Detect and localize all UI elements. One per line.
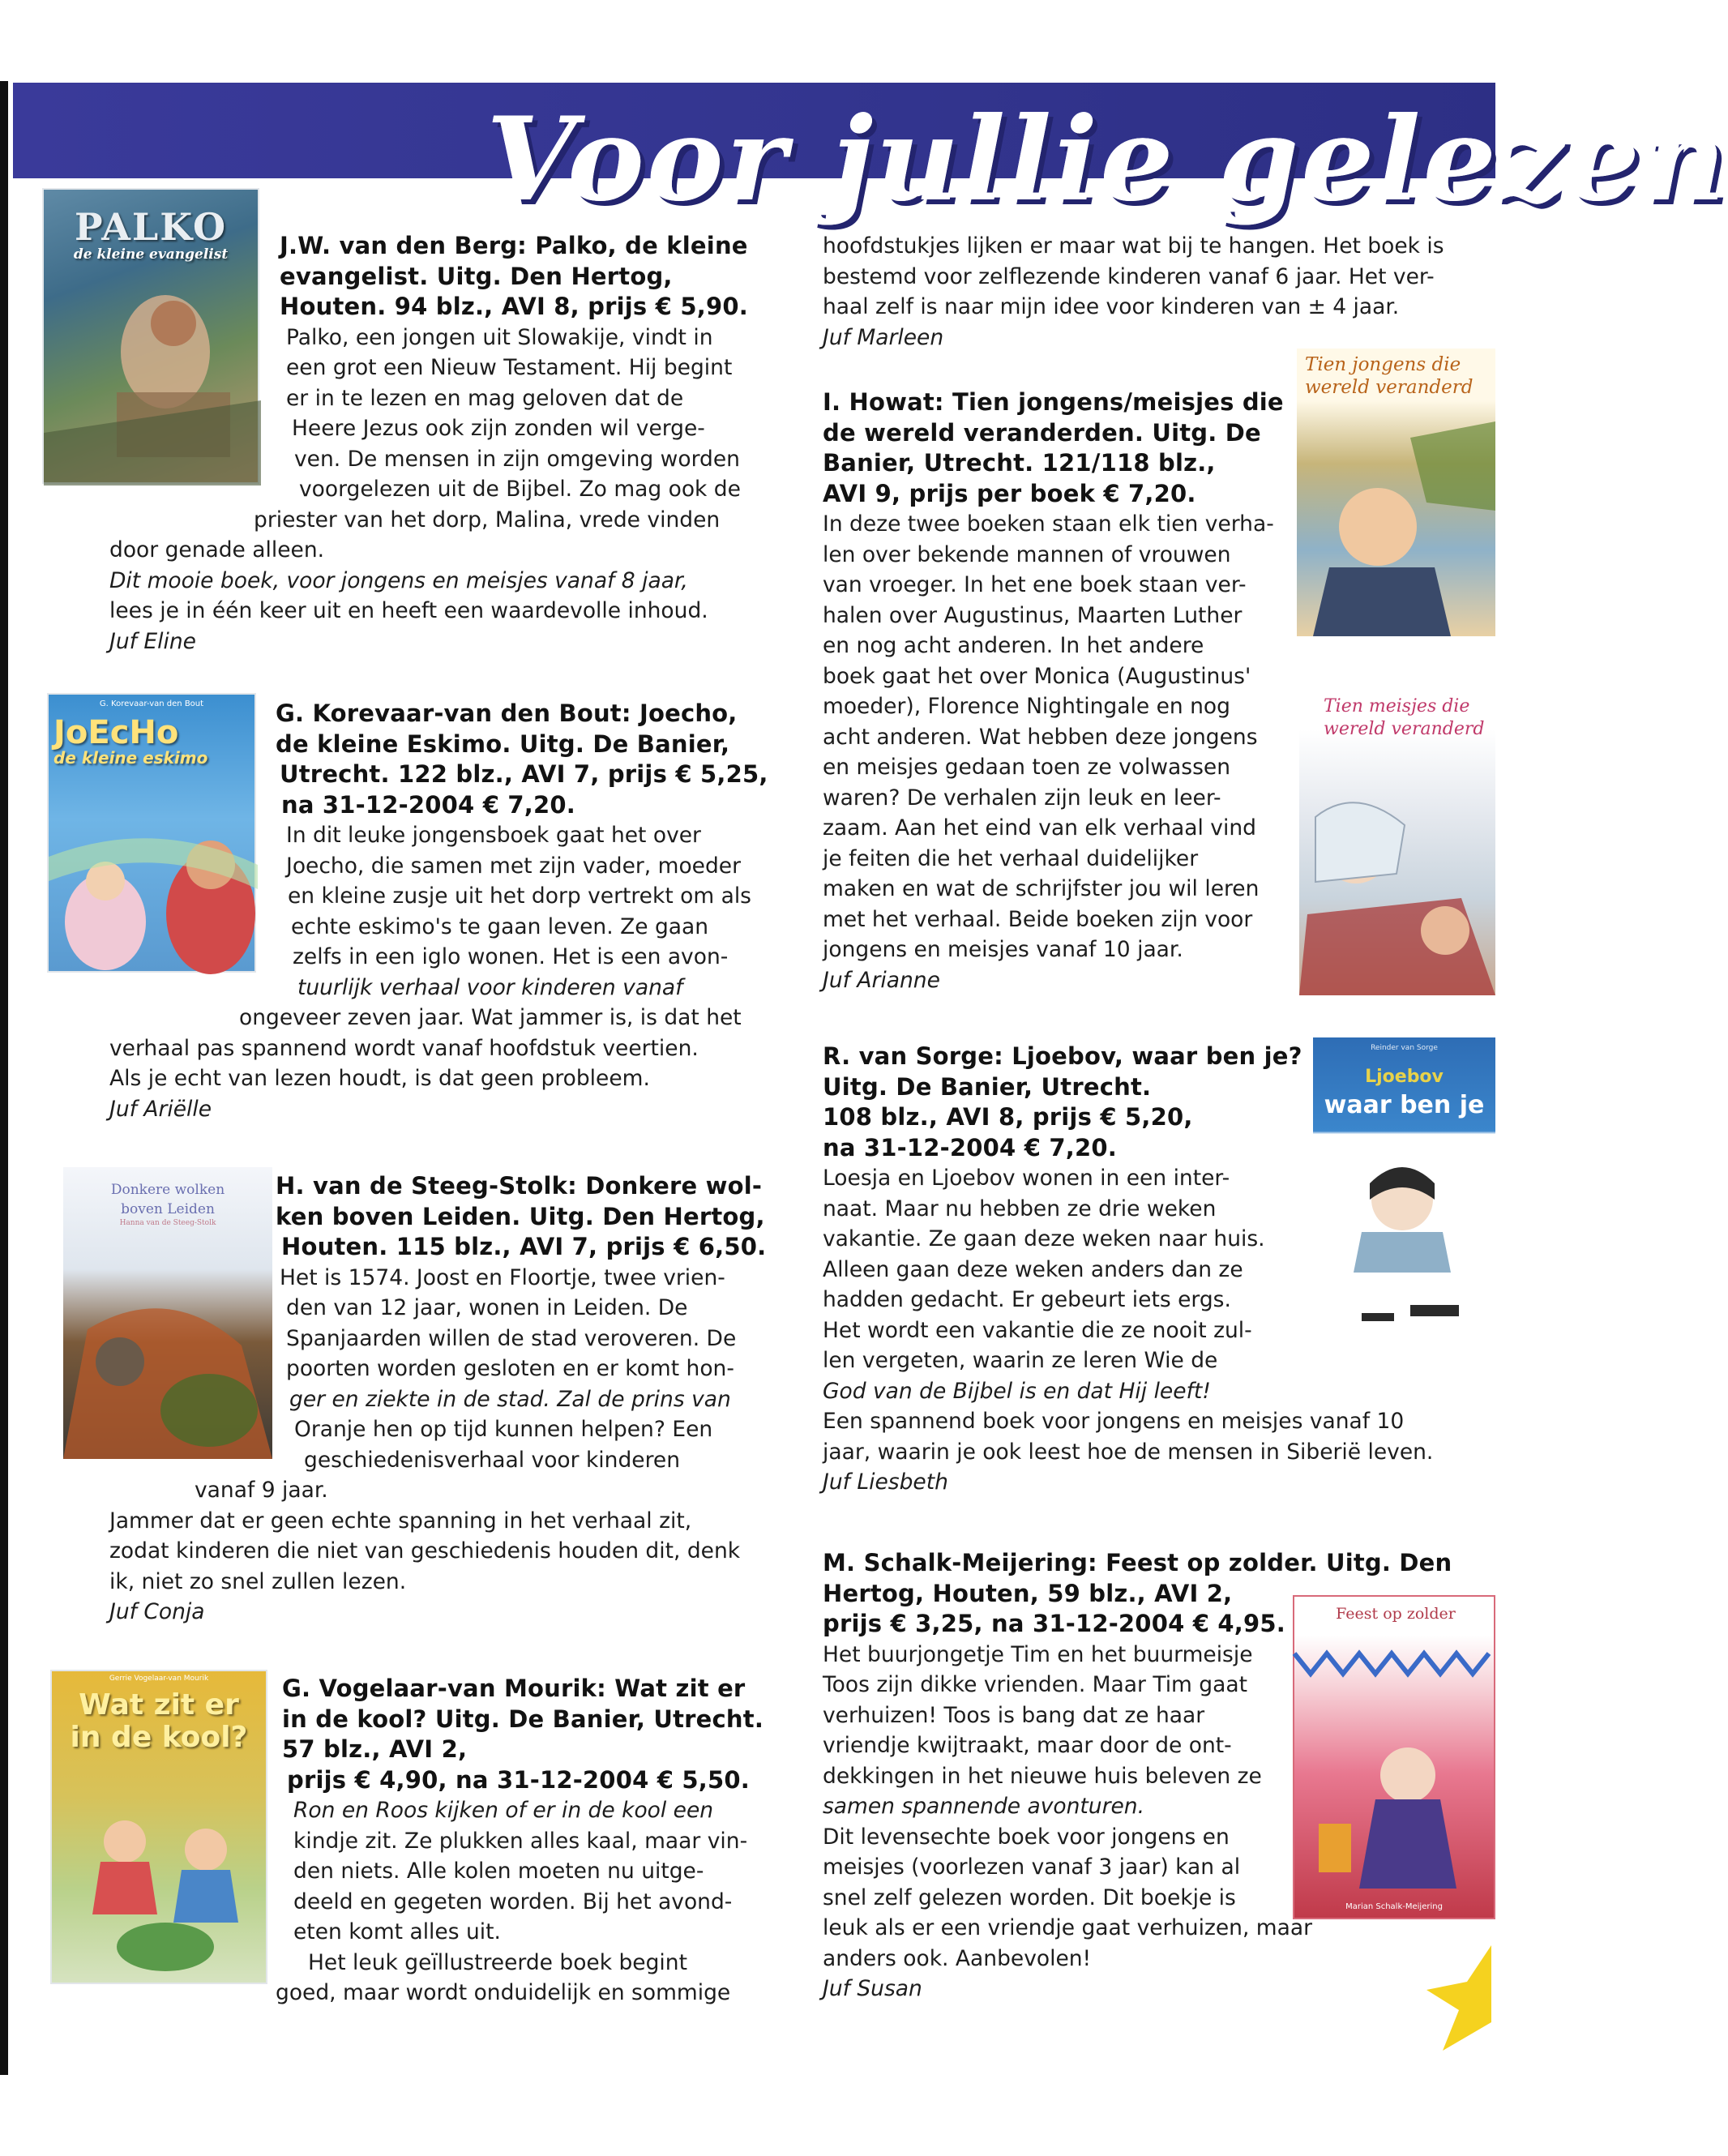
review-line: Oranje hen op tijd kunnen helpen? Een xyxy=(294,1417,713,1442)
review-line: Toos zijn dikke vrienden. Maar Tim gaat xyxy=(823,1672,1247,1697)
review-line: len over bekende mannen of vrouwen xyxy=(823,541,1231,567)
review-line: vakantie. Ze gaan deze weken naar huis. xyxy=(823,1226,1265,1251)
review-line: er in te lezen en mag geloven dat de xyxy=(286,385,684,411)
review-line: en kleine zusje uit het dorp vertrekt om als xyxy=(288,883,751,909)
review-line: meisjes (voorlezen vanaf 3 jaar) kan al xyxy=(823,1854,1241,1880)
cover-title: JoEcHo xyxy=(53,714,179,751)
review-joecho xyxy=(109,699,768,1124)
review-line: Palko, een jongen uit Slowakije, vindt in xyxy=(286,324,713,350)
review-heading: Banier, Utrecht. 121/118 blz., xyxy=(823,449,1216,477)
review-line: ik, niet zo snel zullen lezen. xyxy=(109,1568,407,1594)
cover-author: Reinder van Sorge xyxy=(1371,1044,1438,1052)
review-line: God van de Bijbel is en dat Hij leeft! xyxy=(823,1378,1211,1404)
review-line: priester van het dorp, Malina, vrede vinden xyxy=(254,507,721,533)
review-line: halen over Augustinus, Maarten Luther xyxy=(823,602,1243,628)
review-line: anders ook. Aanbevolen! xyxy=(823,1945,1092,1971)
review-line: Het is 1574. Joost en Floortje, twee vrien- xyxy=(280,1264,725,1290)
review-line: door genade alleen. xyxy=(109,537,325,563)
review-heading: prijs € 3,25, na 31-12-2004 € 4,95. xyxy=(823,1610,1285,1637)
review-line: deeld en gegeten worden. Bij het avond- xyxy=(293,1889,733,1914)
review-line: verhuizen! Toos is bang dat ze haar xyxy=(823,1702,1205,1728)
review-line: geschiedenisverhaal voor kinderen xyxy=(304,1447,680,1473)
review-line: Het leuk geïllustreerde boek begint xyxy=(308,1949,687,1975)
review-heading: in de kool? Uitg. De Banier, Utrecht. xyxy=(282,1705,764,1733)
reviewer-signature: Juf Arianne xyxy=(823,967,940,993)
review-heading: M. Schalk-Meijering: Feest op zolder. Uitg. Den xyxy=(823,1549,1452,1576)
review-line: goed, maar wordt onduidelijk en sommige xyxy=(276,1980,731,2005)
review-line: vriendje kwijtraakt, maar door de ont- xyxy=(823,1733,1232,1758)
cover-tien-jongens xyxy=(1297,349,1495,636)
review-line: je feiten die het verhaal duidelijker xyxy=(823,845,1199,871)
review-line: maken en wat de schrijfster jou wil leren xyxy=(823,876,1260,901)
review-heading: Houten. 94 blz., AVI 8, prijs € 5,90. xyxy=(280,293,748,320)
cover-title: Donkere wolken boven Leiden xyxy=(110,1182,225,1217)
review-line: Een spannend boek voor jongens en meisjes vanaf 10 xyxy=(823,1409,1405,1434)
review-heading: J.W. van den Berg: Palko, de kleine xyxy=(280,232,748,259)
reviewer-signature: Juf Eline xyxy=(109,628,196,654)
review-line: len vergeten, waarin ze leren Wie de xyxy=(823,1348,1218,1373)
cover-tien-meisjes xyxy=(1299,671,1495,995)
review-line: zelfs in een iglo wonen. Het is een avon- xyxy=(293,944,729,969)
cover-author: Hanna van de Steeg-Stolk xyxy=(119,1219,216,1227)
review-line: Dit levensechte boek voor jongens en xyxy=(823,1824,1230,1850)
cover-title: Tien jongens die wereld veranderd xyxy=(1305,354,1474,398)
review-heading: Utrecht. 122 blz., AVI 7, prijs € 5,25, xyxy=(280,760,768,788)
review-line: jaar, waarin je ook leest hoe de mensen in Siberië leven. xyxy=(823,1439,1434,1465)
cover-title: Feest op zolder xyxy=(1336,1605,1456,1623)
review-line: Ron en Roos kijken of er in de kool een xyxy=(293,1798,714,1823)
review-line: tuurlijk verhaal voor kinderen vanaf xyxy=(297,974,683,1000)
review-line: Jammer dat er geen echte spanning in het verhaal zit, xyxy=(109,1508,692,1534)
review-line: eten komt alles uit. xyxy=(293,1919,501,1944)
review-heading: G. Korevaar-van den Bout: Joecho, xyxy=(276,699,738,727)
review-heading: Uitg. De Banier, Utrecht. xyxy=(823,1072,1152,1101)
review-line: moeder), Florence Nightingale en nog xyxy=(823,694,1230,719)
cover-title: PALKO xyxy=(74,205,228,249)
review-line: van vroeger. In het ene boek staan ver- xyxy=(823,572,1247,597)
page-edge xyxy=(0,81,8,2075)
review-line: hadden gedacht. Er gebeurt iets ergs. xyxy=(823,1287,1231,1312)
review-line: Het buurjongetje Tim en het buurmeisje xyxy=(823,1641,1253,1667)
review-heading: de wereld veranderden. Uitg. De xyxy=(823,418,1261,447)
page-title: Voor jullie gelezen xyxy=(486,92,1728,227)
review-heading: Hertog, Houten, 59 blz., AVI 2, xyxy=(823,1579,1233,1607)
review-line: ven. De mensen in zijn omgeving worden xyxy=(294,446,740,472)
cover-subtitle: de kleine evangelist xyxy=(73,246,229,263)
review-line: snel zelf gelezen worden. Dit boekje is xyxy=(823,1884,1236,1910)
review-line: voorgelezen uit de Bijbel. Zo mag ook de xyxy=(299,477,741,502)
cover-title-top: Ljoebov xyxy=(1365,1067,1444,1087)
cover-title-bottom: waar ben je xyxy=(1324,1091,1485,1119)
cover-title: Wat zit er in de kool? xyxy=(70,1688,248,1754)
review-heading: na 31-12-2004 € 7,20. xyxy=(281,790,575,819)
review-line: bestemd voor zelflezende kinderen vanaf 6 jaar. Het ver- xyxy=(823,263,1435,289)
review-heading: de kleine Eskimo. Uitg. De Banier, xyxy=(276,729,730,758)
review-line: en nog acht anderen. In het andere xyxy=(823,633,1204,658)
review-kool xyxy=(276,1674,763,2008)
review-heading: prijs € 4,90, na 31-12-2004 € 5,50. xyxy=(287,1765,750,1794)
review-line: Spanjaarden willen de stad veroveren. De xyxy=(286,1325,737,1351)
review-line: hoofdstukjes lijken er maar wat bij te hangen. Het boek is xyxy=(823,233,1444,259)
cover-illustration xyxy=(1299,671,1495,995)
cover-author: G. Korevaar-van den Bout xyxy=(99,699,204,708)
review-heading: na 31-12-2004 € 7,20. xyxy=(823,1133,1117,1161)
review-line: poorten worden gesloten en er komt hon- xyxy=(286,1356,734,1381)
review-line: en meisjes gedaan toen ze volwassen xyxy=(823,755,1230,780)
review-line: acht anderen. Wat hebben deze jongens xyxy=(823,724,1258,750)
review-heading: AVI 9, prijs per boek € 7,20. xyxy=(823,479,1196,507)
cover-author: Marian Schalk-Meijering xyxy=(1345,1902,1443,1911)
cover-subtitle: de kleine eskimo xyxy=(53,748,208,768)
review-line: vanaf 9 jaar. xyxy=(195,1478,328,1503)
cover-illustration xyxy=(1297,349,1495,636)
review-heading: evangelist. Uitg. Den Hertog, xyxy=(280,262,673,290)
review-line: In deze twee boeken staan elk tien verha- xyxy=(823,511,1274,537)
review-line: samen spannende avonturen. xyxy=(823,1794,1145,1819)
review-line: kindje zit. Ze plukken alles kaal, maar vin- xyxy=(293,1828,748,1854)
review-line: leuk als er een vriendje gaat verhuizen, maar xyxy=(823,1915,1312,1940)
review-line: verhaal pas spannend wordt vanaf hoofdstuk veertien. xyxy=(109,1035,699,1061)
review-line: den van 12 jaar, wonen in Leiden. De xyxy=(286,1295,688,1320)
review-line: Loesja en Ljoebov wonen in een inter- xyxy=(823,1166,1230,1191)
review-line: In dit leuke jongensboek gaat het over xyxy=(286,823,701,848)
reviewer-signature: Juf Liesbeth xyxy=(823,1469,948,1495)
review-line: Joecho, die samen met zijn vader, moeder xyxy=(286,853,741,879)
review-line: boek gaat het over Monica (Augustinus' xyxy=(823,663,1251,689)
review-line: Als je echt van lezen houdt, is dat geen probleem. xyxy=(109,1066,650,1091)
cover-kool xyxy=(50,1670,267,1984)
review-heading: R. van Sorge: Ljoebov, waar ben je? xyxy=(823,1042,1302,1070)
review-line: Heere Jezus ook zijn zonden wil verge- xyxy=(292,416,705,441)
review-feest xyxy=(823,1548,1452,2004)
reviewer-signature: Juf Marleen xyxy=(823,324,944,350)
review-kool-continuation xyxy=(823,231,1444,353)
review-line: jongens en meisjes vanaf 10 jaar. xyxy=(823,937,1183,962)
review-line: haal zelf is naar mijn idee voor kinderen van ± 4 jaar. xyxy=(823,294,1400,319)
review-heading: Houten. 115 blz., AVI 7, prijs € 6,50. xyxy=(281,1233,767,1260)
review-line: waren? De verhalen zijn leuk en leer- xyxy=(823,785,1221,811)
cover-author: Gerrie Vogelaar-van Mourik xyxy=(109,1675,209,1683)
review-heading: G. Vogelaar-van Mourik: Wat zit er xyxy=(282,1675,746,1702)
cover-illustration xyxy=(52,1671,269,1986)
review-line: zodat kinderen die niet van geschiedenis houden dit, denk xyxy=(109,1538,741,1564)
review-heading: I. Howat: Tien jongens/meisjes die xyxy=(823,388,1284,416)
review-heading: H. van de Steeg-Stolk: Donkere wol- xyxy=(276,1172,763,1200)
review-line: echte eskimo's te gaan leven. Ze gaan xyxy=(291,913,709,939)
review-line: ger en ziekte in de stad. Zal de prins van xyxy=(289,1386,731,1412)
review-line: zaam. Aan het eind van elk verhaal vind xyxy=(823,815,1256,841)
review-line: Dit mooie boek, voor jongens en meisjes vanaf 8 jaar, xyxy=(109,567,688,593)
review-palko xyxy=(109,231,748,657)
review-heading: 57 blz., AVI 2, xyxy=(282,1735,468,1763)
review-line: Alleen gaan deze weken anders dan ze xyxy=(823,1256,1243,1282)
reviewer-signature: Juf Susan xyxy=(823,1976,922,2001)
review-line: lees je in één keer uit en heeft een waardevolle inhoud. xyxy=(109,598,708,623)
review-line: Het wordt een vakantie die ze nooit zul- xyxy=(823,1317,1252,1343)
star-decoration xyxy=(1410,1945,1491,2051)
cover-title: Tien meisjes die wereld veranderd xyxy=(1324,696,1485,739)
review-line: een grot een Nieuw Testament. Hij begint xyxy=(286,355,733,380)
review-tien xyxy=(823,387,1284,995)
review-ljoebov xyxy=(823,1042,1433,1498)
review-heading: ken boven Leiden. Uitg. Den Hertog, xyxy=(276,1202,765,1230)
review-line: naat. Maar nu hebben ze drie weken xyxy=(823,1196,1217,1221)
review-line: ongeveer zeven jaar. Wat jammer is, is dat het xyxy=(239,1005,742,1030)
review-heading: 108 blz., AVI 8, prijs € 5,20, xyxy=(823,1103,1193,1131)
review-line: den niets. Alle kolen moeten nu uitge- xyxy=(293,1859,704,1884)
review-line: met het verhaal. Beide boeken zijn voor xyxy=(823,906,1253,932)
review-donkere xyxy=(109,1171,766,1628)
review-line: dekkingen in het nieuwe huis beleven ze xyxy=(823,1763,1262,1789)
reviewer-signature: Juf Ariëlle xyxy=(109,1096,212,1122)
reviewer-signature: Juf Conja xyxy=(109,1599,205,1624)
